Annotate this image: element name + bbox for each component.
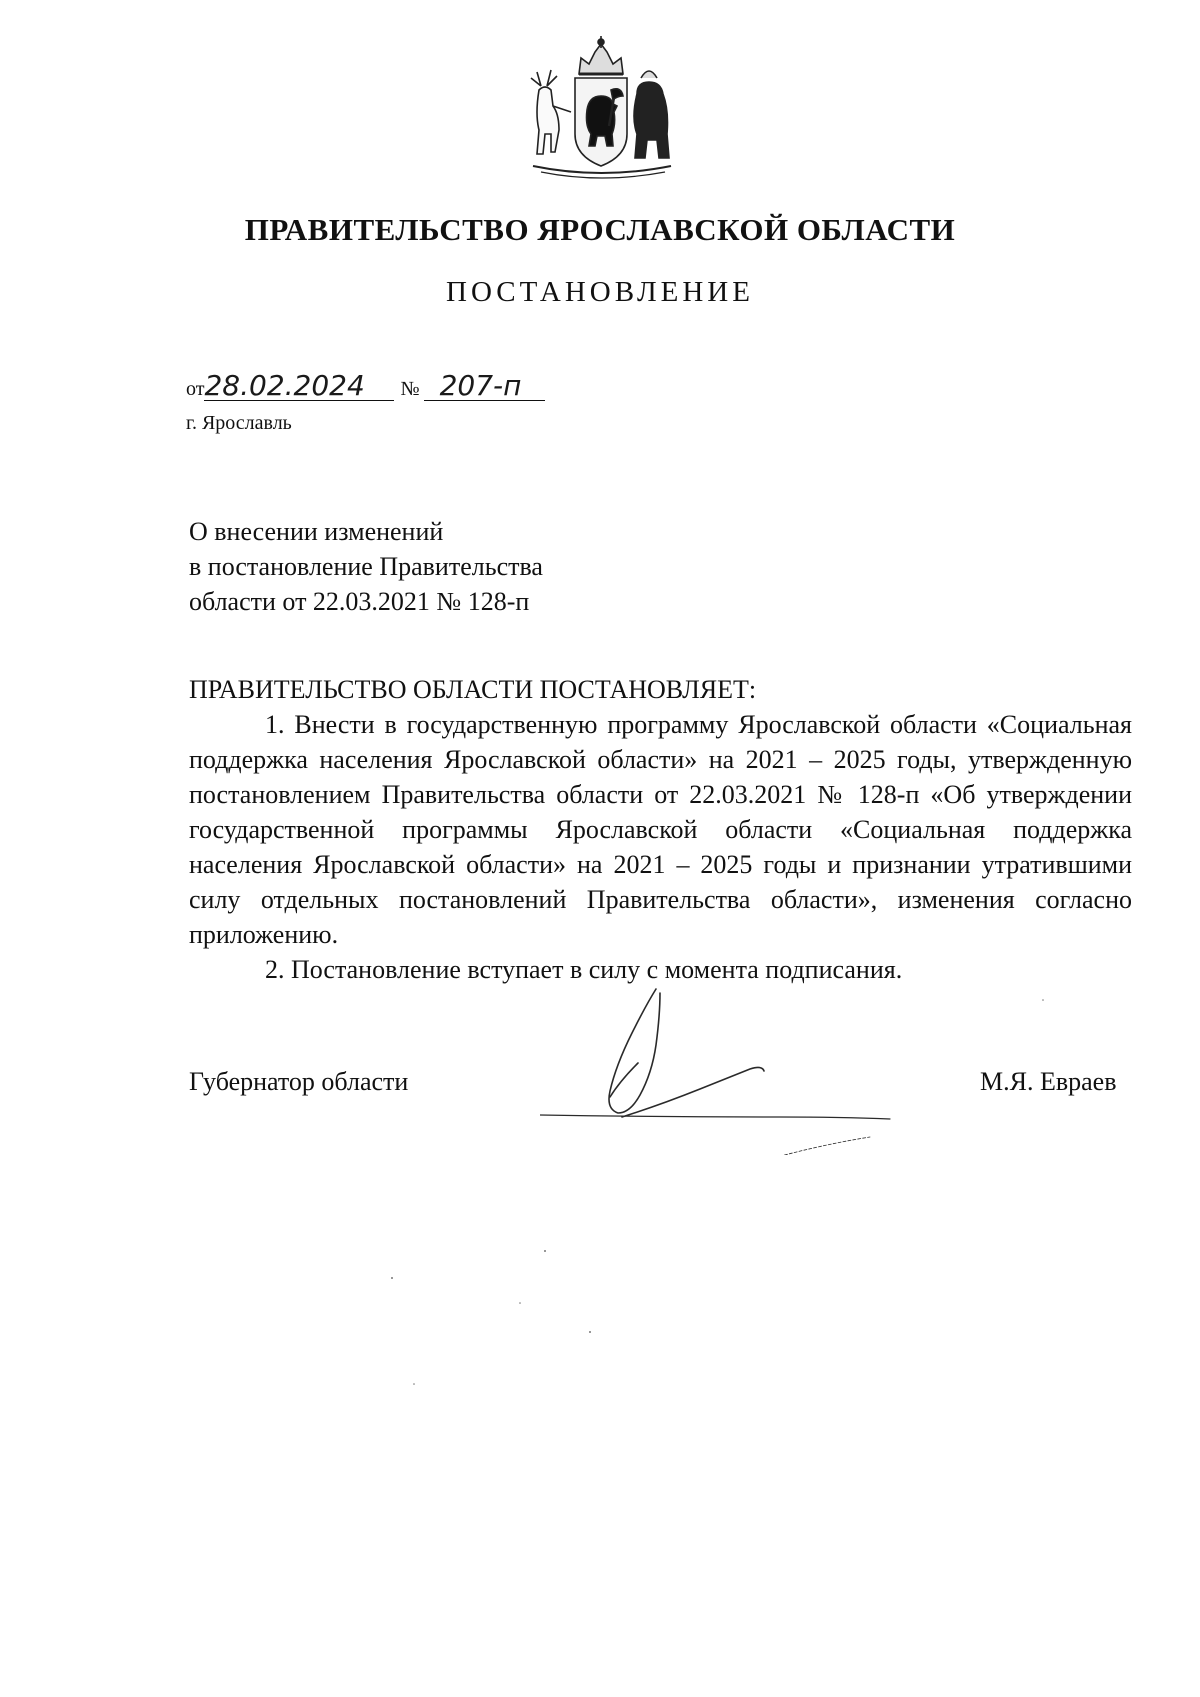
- signatory-name: М.Я. Евраев: [980, 1067, 1117, 1096]
- signatory-position: Губернатор области: [189, 1067, 409, 1096]
- city-label: г. Ярославль: [186, 412, 292, 434]
- document-type-title: ПОСТАНОВЛЕНИЕ: [446, 276, 754, 308]
- handwritten-date: 28.02.2024: [204, 372, 394, 401]
- handwritten-number: 207-п: [424, 372, 545, 401]
- number-prefix: №: [400, 378, 420, 400]
- resolution-item-2: 2. Постановление вступает в силу с момента подписания.: [265, 955, 903, 984]
- subject-line: О внесении изменений: [189, 517, 444, 546]
- resolution-item-1: 1. Внести в государственную программу Ярославской области «Социальная поддержка населения Ярославской области» на 2021 – 2025 годы, утвержденную постановлением Правительства области от 22.03.2021 № 128-п «Об утверждении государственной программы Ярославской области «Социальная поддержка населения Ярославской области» на 2021 – 2025 годы и признании утратившими силу отдельных постановлений Правительства области», изменения согласно приложению.: [189, 710, 1132, 949]
- organization-name: ПРАВИТЕЛЬСТВО ЯРОСЛАВСКОЙ ОБЛАСТИ: [244, 212, 956, 247]
- date-prefix: от: [186, 378, 205, 400]
- subject-line: в постановление Правительства: [189, 552, 543, 581]
- subject-line: области от 22.03.2021 № 128-п: [189, 587, 530, 616]
- resolution-preamble: ПРАВИТЕЛЬСТВО ОБЛАСТИ ПОСТАНОВЛЯЕТ:: [189, 675, 757, 704]
